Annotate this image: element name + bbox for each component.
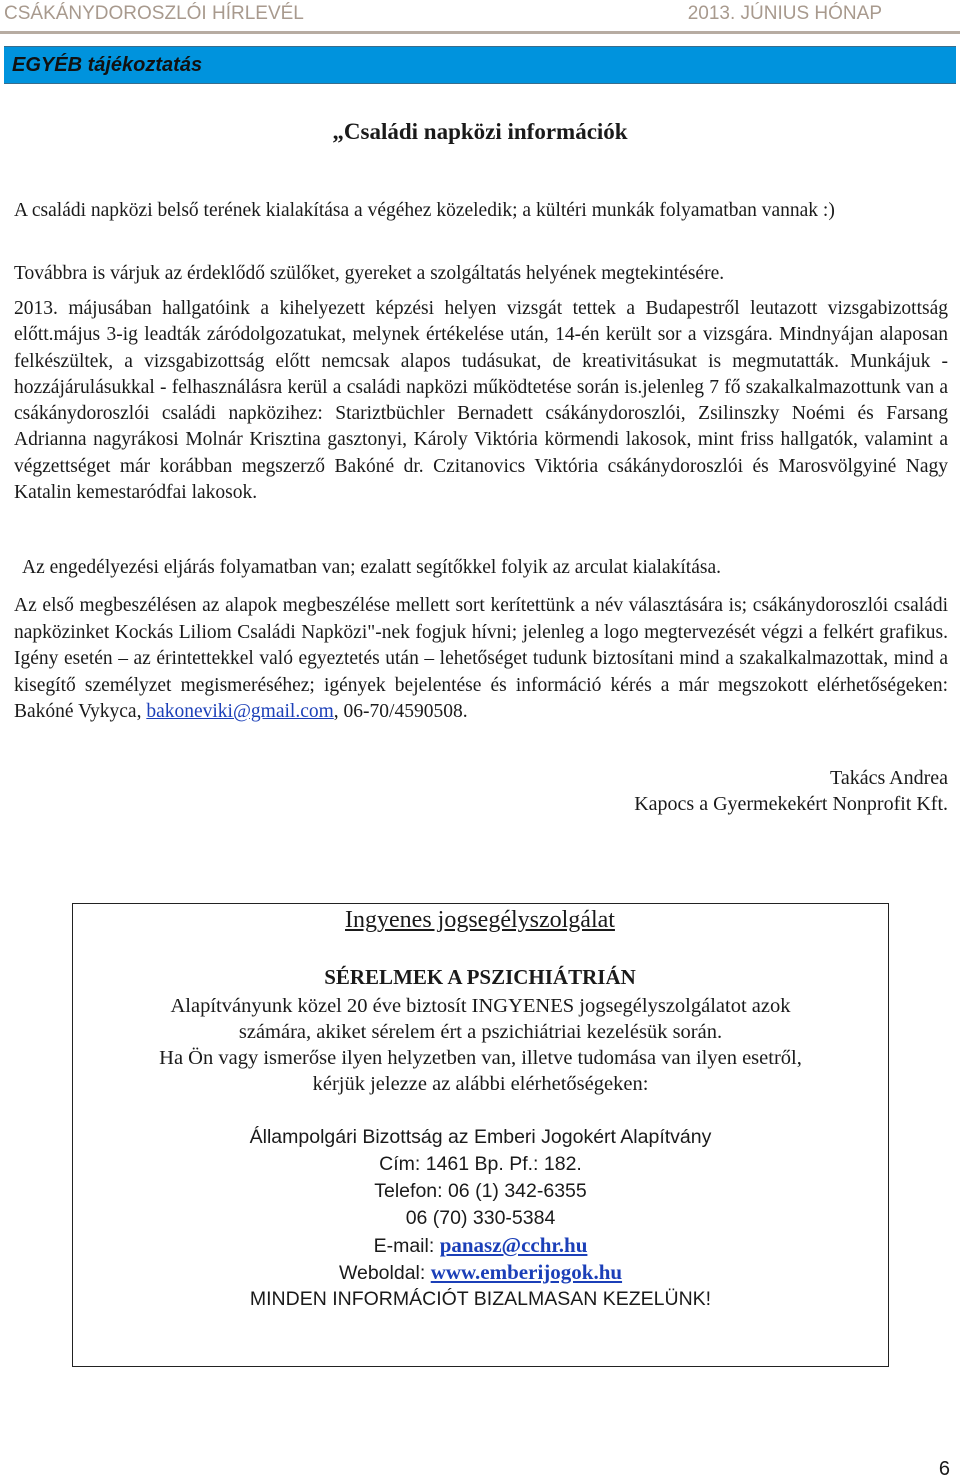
website-row: [72, 1259, 889, 1287]
paragraph-4: Az engedélyezési eljárás folyamatban van; ezalatt segítőkkel folyik az arculat kialakítása.: [22, 557, 721, 578]
newsletter-title: CSÁKÁNYDOROSZLÓI HÍRLEVÉL: [4, 3, 304, 24]
legal-aid-line-1: Alapítványunk közel 20 éve biztosít INGYENES jogsegélyszolgálatot azok: [170, 995, 791, 1017]
email-link[interactable]: panasz@cchr.hu: [439, 1233, 588, 1257]
section-title: EGYÉB tájékoztatás: [12, 54, 203, 76]
phone-primary: Telefon: 06 (1) 342-6355: [374, 1180, 587, 1202]
paragraph-5: [14, 593, 948, 726]
contact-phone: , 06-70/4590508.: [333, 701, 468, 722]
paragraph-1: A családi napközi belső terének kialakítása a végéhez közeledik; a kültéri munkák folyamatban vannak :): [14, 200, 835, 221]
confidentiality-note: MINDEN INFORMÁCIÓT BIZALMASAN KEZELÜNK!: [249, 1288, 712, 1310]
foundation-name: Állampolgári Bizottság az Emberi Jogokért Alapítvány: [249, 1126, 712, 1148]
website-label: Weboldal:: [338, 1262, 431, 1284]
paragraph-3: 2013. májusában hallgatóink a kihelyezett képzési helyen vizsgát tettek a Budapestről leutazott vizsgabizottság előtt.május 3-ig leadták záródolgozatukat, melynek értékelése után, 14-én került sor a vizsgára. Mindnyájan alaposan felkészültek, a vizsgabizottság előtt nemcsak alapos tudásukat, de kreativitásukat is megmutatták. Munkájuk - hozzájárulásukkal - felhasználásra kerül a családi napközi működtetése során is.jelenleg 7 fő szakalkalmazottunk van a csákánydoroszlói családi napközihez: Stariztbüchler Bernadett csákánydoroszlói, Zsilinszky Noémi és Farsang Adrianna nagyrákosi Molnár Krisztina gasztonyi, Károly Viktória körmendi lakosok, mint friss hallgatók, valamint a végzettséget már korábban megszerző Bakóné dr. Czitanovics Viktória csákánydoroszlói és Marosvölgyiné Nagy Katalin kemestaródfai lakosok.: [14, 298, 948, 504]
legal-aid-title: Ingyenes jogsegélyszolgálat: [345, 907, 615, 933]
legal-aid-subtitle: SÉRELMEK A PSZICHIÁTRIÁN: [324, 965, 636, 989]
signature-org: Kapocs a Gyermekekért Nonprofit Kft.: [634, 793, 948, 815]
issue-date: 2013. JÚNIUS HÓNAP: [687, 3, 882, 24]
header-divider: [0, 31, 960, 34]
paragraph-5-text: Az első megbeszélésen az alapok megbeszélése mellett sort kerítettünk a név választására is; csákánydoroszlói családi napközinket Kockás Liliom Családi Napközi"-nek fogjuk hívni; jelenleg a logo megtervezését végzi a felkért grafikus. Igény esetén – az érintettekkel való egyeztetés után – lehetőséget tudunk biztosítani mind a szakalkalmazottak, mind a kisegítő személyzet megismeréséhez; igények bejelentése és információ kérés a már megszokott elérhetőségeken: Bakóné Vykyca,: [14, 595, 948, 722]
section-bar: [4, 46, 956, 84]
legal-aid-line-3: Ha Ön vagy ismerőse ilyen helyzetben van, illetve tudomása van ilyen esetről,: [159, 1047, 802, 1069]
phone-mobile: 06 (70) 330-5384: [405, 1207, 556, 1229]
page-number: 6: [938, 1458, 950, 1480]
legal-aid-line-2: számára, akiket sérelem ért a pszichiátriai kezelésük során.: [238, 1021, 723, 1043]
legal-aid-line-4: kérjük jelezze az alábbi elérhetőségeken:: [312, 1073, 649, 1095]
website-link[interactable]: www.emberijogok.hu: [430, 1260, 623, 1284]
contact-email-link[interactable]: bakoneviki@gmail.com: [146, 701, 334, 722]
signature-name: Takács Andrea: [830, 767, 948, 789]
email-row: [72, 1232, 889, 1260]
paragraph-2: Továbbra is várjuk az érdeklődő szülőket, gyereket a szolgáltatás helyének megtekintésére.: [14, 263, 725, 284]
postal-address: Cím: 1461 Bp. Pf.: 182.: [379, 1153, 582, 1175]
email-label: E-mail:: [373, 1235, 440, 1257]
article-title: „Családi napközi információk: [332, 119, 628, 144]
